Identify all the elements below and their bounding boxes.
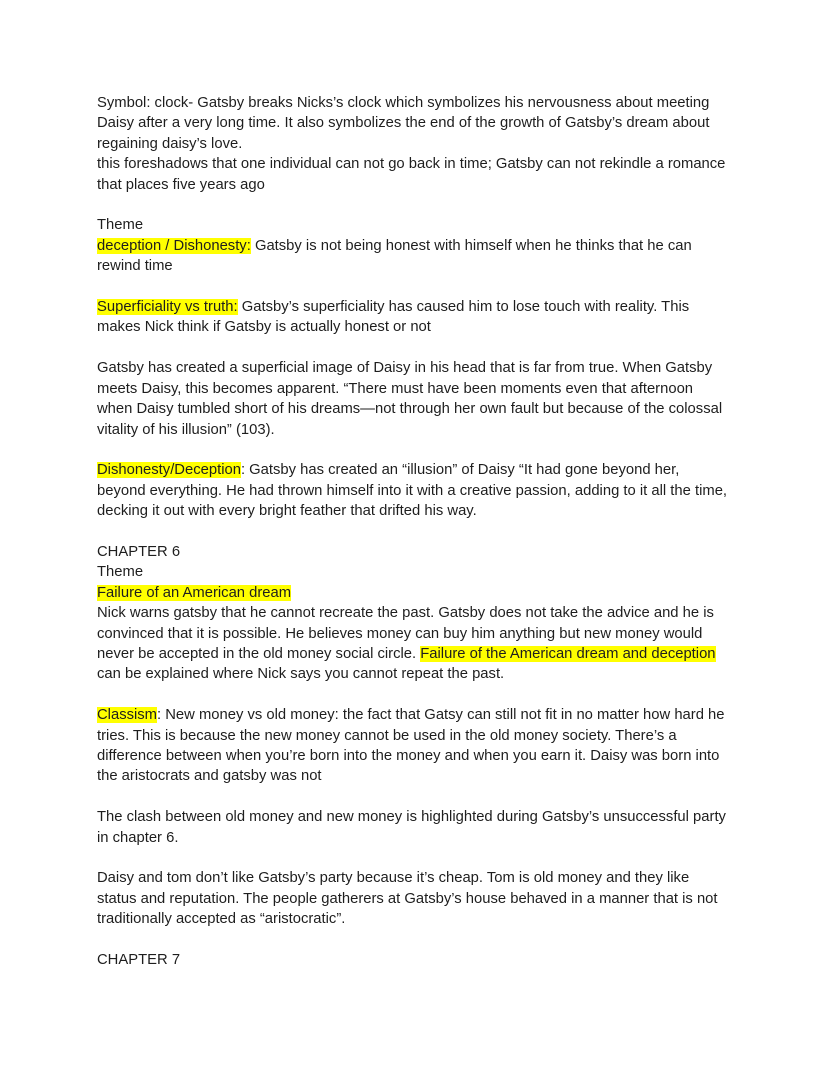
highlighted-text: Superficiality vs truth: (97, 299, 238, 316)
document-content[interactable] (97, 93, 731, 970)
text-run: : New money vs old money: the fact that Gatsy can still not fit in no matter how hard he tries. This is because the new money cannot be used in the old money society. There’s a difference between when you’re born into the money and when you earn it. Daisy was born into the aristocrats and gatsby was not (97, 707, 729, 785)
blank-line (97, 195, 731, 215)
blank-line (97, 277, 731, 297)
highlighted-text: Dishonesty/Deception (97, 462, 241, 479)
highlighted-text: Failure of the American dream and deception (420, 645, 716, 662)
nick-warns-paragraph (97, 603, 731, 685)
text-run: : Gatsby has created an “illusion” of Daisy “It had gone beyond her, beyond everything. He had thrown himself into it with a creative passion, adding to it all the time, decking it out with every bright feather that drifted his way. (97, 462, 732, 520)
text-run: The clash between old money and new money is highlighted during Gatsby’s unsuccessful party in chapter 6. (97, 809, 731, 846)
highlighted-text: deception / Dishonesty: (97, 237, 251, 254)
superficiality-paragraph (97, 297, 731, 338)
text-run: CHAPTER 7 (97, 952, 181, 969)
classism-paragraph (97, 705, 731, 787)
symbol-clock-paragraph (97, 93, 731, 154)
dishonesty-deception-paragraph (97, 460, 731, 521)
text-run: Gatsby is not being honest with himself when he thinks that he can rewind time (97, 237, 696, 275)
blank-line (97, 338, 731, 358)
text-run: this foreshadows that one individual can not go back in time; Gatsby can not rekindle a romance that places five years ago (97, 156, 730, 193)
text-run: Gatsby has created a superficial image of Daisy in his head that is far from true. When Gatsby meets Daisy, this becomes apparent. “There must have been moments even that afternoon when Daisy tumbled short of his dreams—not through her own fault but because of the colossal vitality of his illusion” (103). (97, 360, 727, 438)
theme-label (97, 215, 731, 235)
clash-paragraph (97, 807, 731, 848)
theme-label (97, 562, 731, 582)
blank-line (97, 440, 731, 460)
text-run: CHAPTER 6 (97, 543, 181, 560)
failure-american-dream-heading (97, 583, 731, 603)
text-run: Nick warns gatsby that he cannot recreate the past. Gatsby does not take the advice and he is convinced that it is possible. He believes money can buy him anything but new money would never be accepted in the old money social circle. (97, 605, 719, 662)
blank-line (97, 522, 731, 542)
text-run: Symbol: clock- Gatsby breaks Nicks’s clock which symbolizes his nervousness about meeting Daisy after a very long time. It also symbolizes the end of the growth of Gatsby’s dream about regaining daisy’s love. (97, 95, 714, 152)
highlighted-text: Classism (97, 707, 158, 724)
daisy-tom-paragraph (97, 868, 731, 929)
chapter-7-heading (97, 950, 731, 970)
text-run: Theme (97, 217, 144, 234)
text-run: Daisy and tom don’t like Gatsby’s party because it’s cheap. Tom is old money and they like status and reputation. The people gatherers at Gatsby’s house behaved in a manner that is not traditionally accepted as “aristocratic”. (97, 870, 722, 928)
highlighted-text: Failure of an American dream (97, 584, 292, 601)
blank-line (97, 848, 731, 868)
blank-line (97, 787, 731, 807)
deception-dishonesty-paragraph (97, 236, 731, 277)
foreshadow-paragraph (97, 154, 731, 195)
text-run: can be explained where Nick says you cannot repeat the past. (97, 645, 720, 683)
blank-line (97, 930, 731, 950)
superficial-image-paragraph (97, 358, 731, 440)
text-run: Gatsby’s superficiality has caused him to lose touch with reality. This makes Nick think if Gatsby is actually honest or not (97, 299, 694, 336)
chapter-6-heading (97, 542, 731, 562)
blank-line (97, 685, 731, 705)
text-run: Theme (97, 564, 144, 581)
